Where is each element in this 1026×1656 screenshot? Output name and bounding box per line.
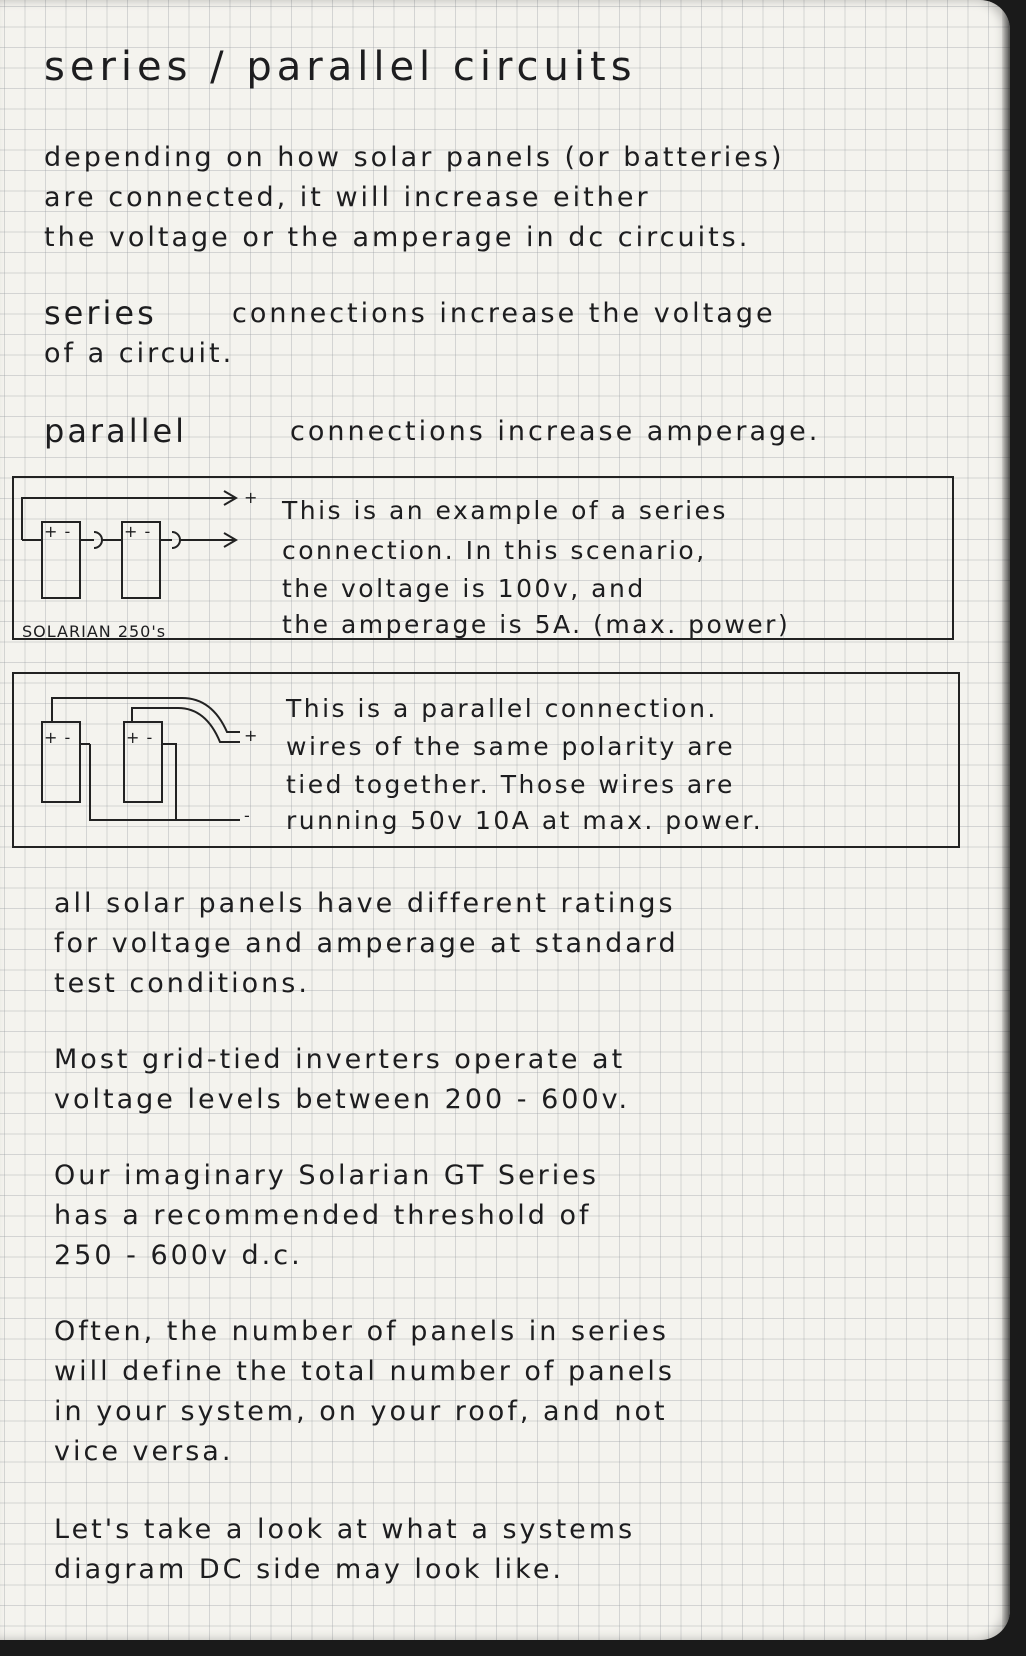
parallel-box-line-1: This is a parallel connection. — [286, 694, 718, 723]
parallel-term: parallel — [44, 412, 188, 450]
series-diagram — [12, 476, 282, 636]
para2-line-1: Most grid-tied inverters operate at — [54, 1044, 626, 1075]
para4-line-2: will define the total number of panels — [54, 1356, 675, 1387]
para4-line-4: vice versa. — [54, 1436, 234, 1467]
series-box-line-4: the amperage is 5A. (max. power) — [282, 610, 791, 639]
intro-line-3: the voltage or the amperage in dc circuits. — [44, 222, 751, 253]
parallel-plus-label: + — [244, 726, 259, 745]
parallel-box-line-4: running 50v 10A at max. power. — [286, 806, 764, 835]
series-def-line-1: connections increase the voltage — [232, 298, 776, 329]
parallel-panel-2-sign: + - — [126, 728, 154, 747]
series-def-line-2: of a circuit. — [44, 338, 235, 369]
para5-line-2: diagram DC side may look like. — [54, 1554, 565, 1585]
parallel-minus-label: - — [244, 806, 251, 825]
series-panel-2-sign: + - — [124, 522, 152, 541]
series-caption: SOLARIAN 250's — [22, 622, 167, 641]
para5-line-1: Let's take a look at what a systems — [54, 1514, 636, 1545]
para3-line-1: Our imaginary Solarian GT Series — [54, 1160, 599, 1191]
intro-line-2: are connected, it will increase either — [44, 182, 651, 213]
para2-line-2: voltage levels between 200 - 600v. — [54, 1084, 631, 1115]
series-box-line-2: connection. In this scenario, — [282, 536, 707, 565]
para4-line-1: Often, the number of panels in series — [54, 1316, 669, 1347]
intro-line-1: depending on how solar panels (or batteries) — [44, 142, 785, 173]
parallel-def-line-1: connections increase amperage. — [290, 416, 821, 447]
para1-line-1: all solar panels have different ratings — [54, 888, 676, 919]
parallel-box-line-3: tied together. Those wires are — [286, 770, 735, 799]
para3-line-2: has a recommended threshold of — [54, 1200, 592, 1231]
parallel-box-line-2: wires of the same polarity are — [286, 732, 736, 761]
series-panel-1-sign: + - — [44, 522, 72, 541]
page-edge-shadow — [1002, 0, 1010, 1640]
parallel-panel-1-sign: + - — [44, 728, 72, 747]
para1-line-2: for voltage and amperage at standard — [54, 928, 679, 959]
series-box-line-1: This is an example of a series — [282, 496, 728, 525]
series-plus-label: + — [244, 488, 259, 507]
series-box-line-3: the voltage is 100v, and — [282, 574, 646, 603]
page-title: series / parallel circuits — [44, 44, 637, 90]
para1-line-3: test conditions. — [54, 968, 310, 999]
parallel-diagram — [12, 672, 282, 844]
parallel-negative-wire-2 — [162, 744, 176, 820]
title-underline-gap — [40, 96, 820, 104]
para3-line-3: 250 - 600v d.c. — [54, 1240, 303, 1271]
para4-line-3: in your system, on your roof, and not — [54, 1396, 668, 1427]
parallel-negative-wire-1 — [90, 744, 240, 820]
series-term: series — [44, 294, 157, 332]
